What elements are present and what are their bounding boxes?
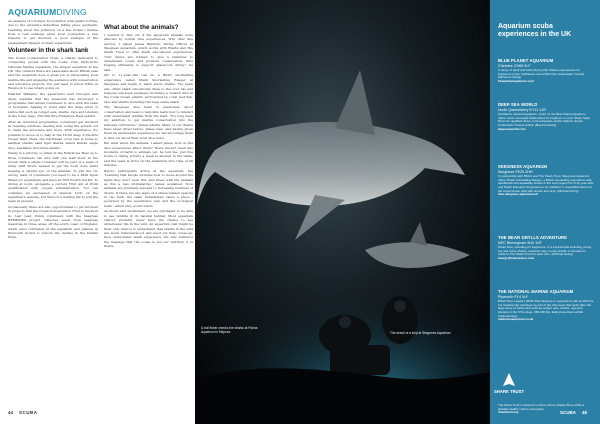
sidebar-title: Aquarium scuba experiences in the UK <box>498 23 572 39</box>
magazine-name-left: SCUBA <box>19 410 38 415</box>
col1-paragraph-5: Occasionally there are also opportunities to get involved in projects that the Ocean Conservation Trust is involved in. Last year, diving volunteers with the Seagrass REMEDIES project collected seeds from seagrass meadows in three areas off the south coast of England, which were cultivated at the aquarium and planted in Plymouth Sound to restore the decline in the habitat there. <box>8 204 98 240</box>
listing-location: Plymouth PL4 0LF <box>498 294 529 299</box>
listing-heading: BLUE PLANET AQUARIUM <box>498 58 554 63</box>
col2-paragraph-5: Before participants arrive at the aquarium, the 'Learning that People includes how to move around the tanks they don't even fins, and kneel with the animals as this a less intimidating,' James explained. Now animals are gradually exposed to increasing numbers of divers. If there are any signs of a stress-related episode in the tank, the team immediately takes a place - governed by the aquarium's vets and the zoological team - which they would follow. <box>104 168 193 208</box>
photo-caption-1: A bull fisher checks the sharks at Palma Aquarium in Majorca <box>201 326 258 334</box>
col2-paragraph-2: Six to 11-year-olds can do a BSAC snorkelling experience called Shark Snorkelling Ranger at Skegness and begin to learn about sharks. The team also offers shark educational dives to the over-14s and bespoke sub-aqua packages including a wetsuit dive in the Coral Ocean exhibit, surrounded by coral reef fish, rays and sharks including the huge zebra shark. <box>104 73 193 104</box>
listing-blue-planet <box>498 59 594 84</box>
listing-description: Scotland's national aquarium, voted 'to the Blue Planet Aquarium, offers' dozer and adult Shark Dives for beginner to Loch Shark Night Dives for qualified divers in its temperate and/or Atlantic Ocean Underwater Tunnel exhibit. (Beyond diving) <box>498 111 590 127</box>
shark-trust-logo-text: SHARK TRUST <box>493 389 525 394</box>
col2-paragraph-1: I wanted to find out if the aquarium animals were affected by tourist dive experiences. Why offer this service, I asked James Baldwin, Diving Officer at Skegness Aquarium, which works with BIAZA and The Shark Trust to offer shark educational experiences. "Our divers are trained to give a reminder to underwater ocean and promote conservation, thus helping ultimately to support grassroots diving," he said. <box>104 33 193 72</box>
listing-heading: THE BEAR GRYLLS ADVENTURE <box>498 235 567 240</box>
shark-trust-logo-icon <box>493 372 525 400</box>
col1-paragraph-3: After an induction programme, volunteers get involved in cleaning windows, feeding fish, using the system out to clean the enclosure and more. With experience, it's possible to move on to help in the 18-bit deep, 2.5m-litre Ocean Tank. Here, the Caribbean coral reef is home to sandbar sharks, sand tiger sharks, lemon sharks, eagle rays, sawfishes and nurse sharks. <box>8 119 98 150</box>
listing-heading: SKEGNESS AQUARIUM <box>498 164 548 169</box>
listing-location: Cheshire CH65 9LF <box>498 63 531 68</box>
col1-paragraph-2: Heather Williams, the aquarium's lead biologist and diver, explains that the aquarium has developed a programme that allows volunteers to dive with the team of biologists, helping to build after the large array of native fish such as conger eels, sharks, rays and lobsters in the 5-bay deep, 350,000-litre Eddystone Reef exhibit. <box>8 92 98 118</box>
listing-deep-sea-world <box>498 103 594 131</box>
listing-bear-grylls <box>498 236 594 261</box>
listing-location: North Queensferry KY11 1JR <box>498 107 546 112</box>
listing-description: BSAC Dive Leaders (PADI Dive Masters or equivalent) with an NNI the 1st medical can volunteer as part of the dive team that looks after the large array of native fish such as conger eels, sharks, rays and lobsters in the 5.5m-deep, 350,000 litre Eddystone Reef exhibit. (Volunteering) <box>498 298 594 318</box>
listing-national-marine-aquarium <box>498 290 594 322</box>
article-column-2 <box>104 22 193 250</box>
listing-website[interactable]: dive.skegness-aquarium.uk <box>498 192 538 197</box>
listing-location: Skegness PE25 3HH <box>498 169 533 174</box>
footer-right <box>560 410 587 415</box>
listing-website[interactable]: national-aquarium.co.uk <box>498 317 534 322</box>
col2-paragraph-4: But what about the animals, I asked James, how do the dive experiences affect them? There haven't been any incidents of harm to animals yet, he told me. Just five hours of diving activity a week is allowed in the tanks, and the team is strict on the maximum dive time of 20 minutes. <box>104 141 193 168</box>
listing-skegness <box>498 165 594 197</box>
col2-paragraph-3: The Skegness dive team is passionate about conservation and keen to help kids learn how to interact with underwater wildlife from the start. "It's long been my ambition to get marine conservation into the national curriculum," James admits. Many of our clients have never dived before, James says, and having given them an underwater experience we can encourage them to find out about their local dive clubs. <box>104 105 193 140</box>
shark-trust-website[interactable]: sharktrust.org <box>498 410 519 415</box>
col1-heading: Volunteer in the shark tank <box>8 47 89 55</box>
photo-caption-2: The wreck of a ship at Skegness Aquarium <box>390 331 451 335</box>
col1-paragraph-1: The Ocean Conservation Trust, a charity dedicated to connecting people with the ocean, runs Plymouth's National Marine Aquarium, the largest aquarium in the UK. The curators there are passionate about British seas and the aquarium does a great job of showcasing local marine life and engaging the audience with conservation and education projects. You just need to follow NMA on Facebook to see what's going on. <box>8 56 98 91</box>
section-tag-part2: DIVING <box>56 7 87 17</box>
listing-website[interactable]: beargryllsadventure.com <box>498 255 535 260</box>
page-number-right: 45 <box>582 410 588 415</box>
section-tag <box>8 7 87 17</box>
listing-website[interactable]: deepseaworld.com <box>498 126 526 131</box>
shark-tank-photo <box>195 0 490 424</box>
listing-description: A range of adult and child Diving with Sharks experiences for beginners to the Caribbean reef exhibit (the Underwater Tunnel). (Minimum diving) <box>498 67 586 80</box>
sidebar-box <box>490 0 600 424</box>
shark-trust-mission: The Shark Trust's mission is a future where sharks thrive within a globally healthy marine ecosystem. <box>498 403 585 411</box>
col1-paragraph-4: Safety is a priority, so while in the Eddystone Reef up to three volunteers can dive with one staff diver. In the Ocean Tank a single volunteer will be part of a team of many staff divers needed to get the work done while keeping a careful eye on the animals. To join the 10-strong team of volunteers you need to be a PADI Open Water (or equivalent) and have an NNI Fourth Aid Kit. To diving at work, alongside a current First Aid at Work qualification with oxygen administration. You can complete an expression of interest form on the aquarium's website, but there is a waiting list to join the team at present. <box>8 151 99 204</box>
section-tag-part1: AQUARIUM <box>8 7 57 17</box>
listing-description: In partnership with BSAC and The Shark Trust, Skegness Aquarium offers 'Shark Snorkelling Ranger, a BSAC snorkelling experience with sandbanks and aquatable sharks in the Lost Lagoon for 6-11 year olds, and Shark Education Experiences for qualified or unqualified divers in the Coral Ocean tank with sharks and rays. (Minimal diving) <box>498 173 594 193</box>
magazine-name-right: SCUBA <box>560 410 577 415</box>
col2-heading: What about the animals? <box>104 24 179 31</box>
listing-website[interactable]: blueplanetaquarium.com <box>498 78 535 83</box>
listing-heading: DEEP SEA WORLD <box>498 102 538 107</box>
listing-heading: THE NATIONAL MARINE AQUARIUM <box>498 289 574 294</box>
page-number-left: 44 <box>8 410 14 415</box>
col1-intro: an example of a hotspot for pollution with plastic bottles, due to the extensive industries taking place upstream. Learning about the pollution, on a few inches / metres from a real example gives local youngsters a real impetus to get involved, a good example of the engagement mission of many aquariums. <box>8 19 98 45</box>
col2-paragraph-6: As divers and snorkellers, we are privileged to be able to see wildlife in its natural habitat. Most aquarium visitors probably never have the chance to see underwater life in the wild. An aquarium visit might be their only chance to understand that sharks in the wild are much misunderstood and need our help. Close-up, face, underwater shark experience can only reinforce the message that the ocean is not our territory, it is theirs. <box>104 209 193 249</box>
footer-left <box>8 410 38 415</box>
article-column-1 <box>8 19 98 241</box>
listing-description: Shark Dive, including for beginners, in a tropical tank including young ray and nurse sharks, cownose rays, moray sharks. A donation is made to The Shark Trust for each dive. (Minimal diving) <box>498 244 592 257</box>
shark-scene-illustration <box>195 0 490 424</box>
listing-location: NEC Birmingham B40 1NT <box>498 240 543 245</box>
left-page <box>0 0 195 424</box>
